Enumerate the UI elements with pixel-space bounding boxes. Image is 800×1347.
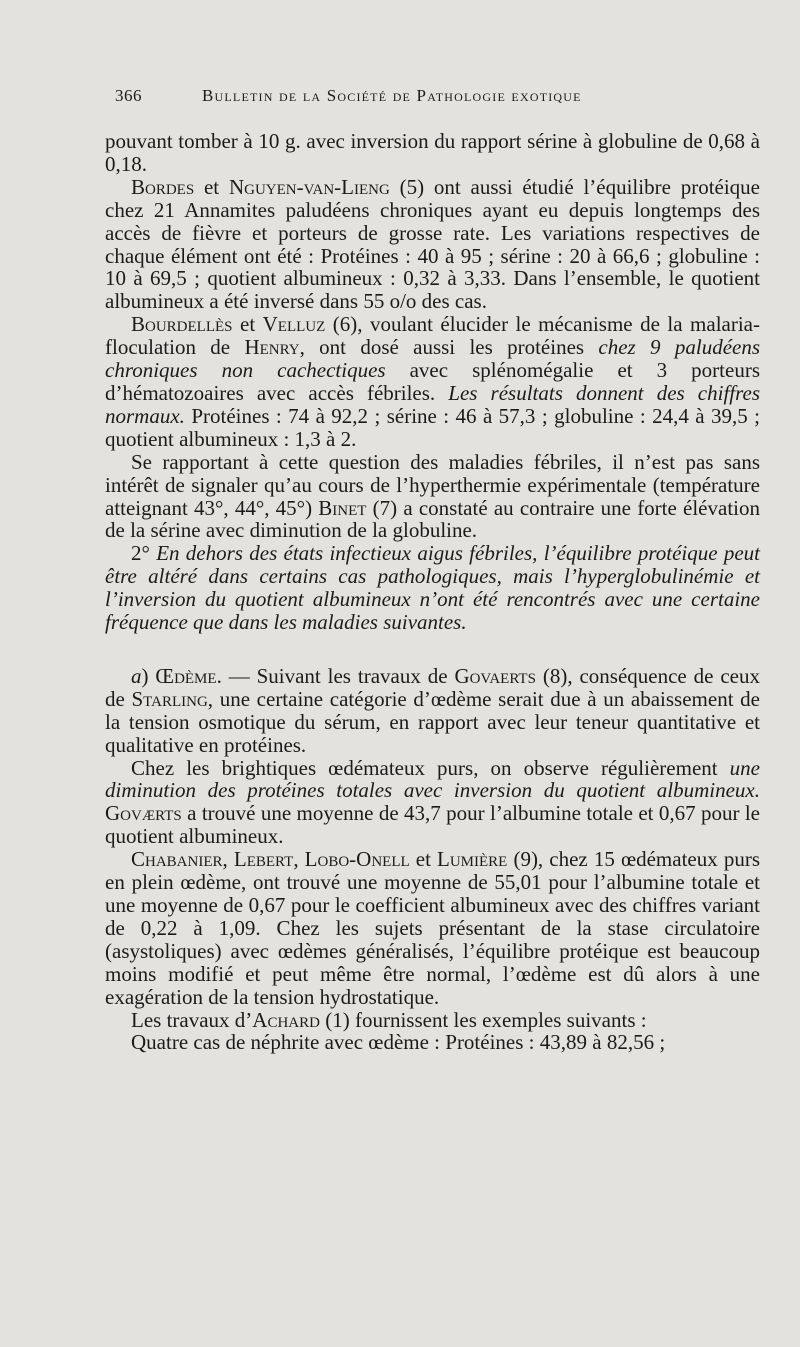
text-run: Quatre cas de néphrite avec œdème : Protéines : 43,89 à 82,56 ; [131,1030,666,1055]
author-name: Lebert [233,847,294,872]
text-run: (8), conséquence de ceux de [105,663,760,711]
paragraph [105,313,760,450]
text-run: et [409,847,438,872]
author-name: Lobo-Onell [304,847,410,872]
author-name: Lumière [437,847,508,872]
running-header [115,86,765,116]
text-run: ) [141,663,156,688]
italic-run: chez 9 paludéens chroniques non cachectiques [105,335,761,383]
text-run: . — Suivant les travaux de [216,663,455,688]
text-run: Se rapportant à cette question des maladies fébriles, il n’est pas sans intérêt de signaler qu’au cours de l’hyperthermie expérimentale (température atteignant 43°, 44°, 45°) [105,449,760,520]
italic-run: une diminution des protéines totales avec inversion du quotient albumineux. [105,755,760,803]
page-number: 366 [115,86,142,105]
author-name: Govaerts [454,663,536,688]
paragraph [105,757,760,849]
body-text [105,130,760,1054]
text-run: Chez les brightiques œdémateux purs, on observe régulièrement [131,755,730,780]
text-run: a trouvé une moyenne de 43,7 pour l’albumine totale et 0,67 pour le quotient albumineux. [105,801,760,849]
paragraph [105,848,760,1008]
text-run: (9), chez 15 œdémateux purs en plein œdème, ont trouvé une moyenne de 55,01 pour l’albumine totale et une moyenne de 0,67 pour le coefficient albumineux avec des chiffres variant de 0,22 à 1,09. Chez les sujets présentant de la stase circulatoire (asystoliques) avec œdèmes généralisés, l’équilibre protéique est beaucoup moins modifié et peut même être normal, l’œdème est dû alors à une exagération de la tension hydrostatique. [105,847,761,1009]
text-run: Protéines : 74 à 92,2 ; sérine : 46 à 57,3 ; globuline : 24,4 à 39,5 ; quotient albumineux : 1,3 à 2. [105,403,760,451]
text-run: pouvant tomber à 10 g. avec inversion du rapport sérine à globuline de 0,68 à 0,18. [105,129,760,176]
author-name: Goværts [105,801,182,826]
paragraph [105,176,760,313]
paragraph [105,542,760,634]
text-run: , [222,847,234,872]
author-name: Achard [252,1007,320,1032]
text-run: (6), voulant élucider le mécanisme de la malaria-floculation de [105,312,760,360]
author-name: Bordes [131,174,195,199]
paragraph [105,1009,760,1032]
paragraph [105,665,760,757]
italic-run: En dehors des états infectieux aigus fébriles, l’équilibre protéique peut être altéré dans certains cas pathologiques, mais l’hyperglobulinémie et l’inversion du quotient albumineux n’ont été rencontrés avec une certaine fréquence que dans les maladies suivantes. [105,541,760,635]
italic-run: Les résultats donnent des chiffres normaux. [105,380,760,428]
author-name: Binet [318,495,367,520]
text-run: (7) a constaté au contraire une forte élévation de la sérine avec diminution de la globuline. [105,495,760,543]
author-name: Henry [244,335,300,360]
italic-run: a [131,663,142,688]
text-run: et [194,174,229,199]
text-run: (1) fournissent les exemples suivants : [319,1007,647,1032]
author-name: Starling [131,686,208,711]
text-run: 2° [131,541,157,566]
paragraph [105,130,760,176]
author-name: Nguyen-van-Lieng [228,174,390,199]
text-run: (5) ont aussi étudié l’équilibre protéique chez 21 Annamites paludéens chroniques ayant eu depuis longtemps des accès de fièvre et porteurs de grosse rate. Les variations respectives de chaque élément ont été : Protéines : 40 à 95 ; sérine : 20 à 66,6 ; globuline : 10 à 69,5 ; quotient albumineux : 0,32 à 3,33. Dans l’ensemble, le quotient albumineux a été inversé dans 55 o/o des cas. [105,174,761,314]
author-name: Bourdellès [131,312,233,337]
section-heading: Œdème [155,663,217,688]
text-run: avec splénomégalie et 3 porteurs d’hématozoaires avec accès fébriles. [105,358,760,405]
text-run: et [232,312,263,337]
paragraph [105,1031,760,1054]
text-run: , ont dosé aussi les protéines [299,335,599,360]
paragraph [105,451,760,543]
text-run: , [293,847,305,872]
author-name: Velluz [262,312,326,337]
author-name: Chabanier [131,847,223,872]
text-run: , une certaine catégorie d’œdème serait due à un abaissement de la tension osmotique du sérum, en rapport avec leur teneur quantitative et qualitative en protéines. [105,686,760,757]
text-run: Les travaux d’ [131,1007,253,1032]
running-title: Bulletin de la Société de Pathologie exotique [202,86,582,105]
